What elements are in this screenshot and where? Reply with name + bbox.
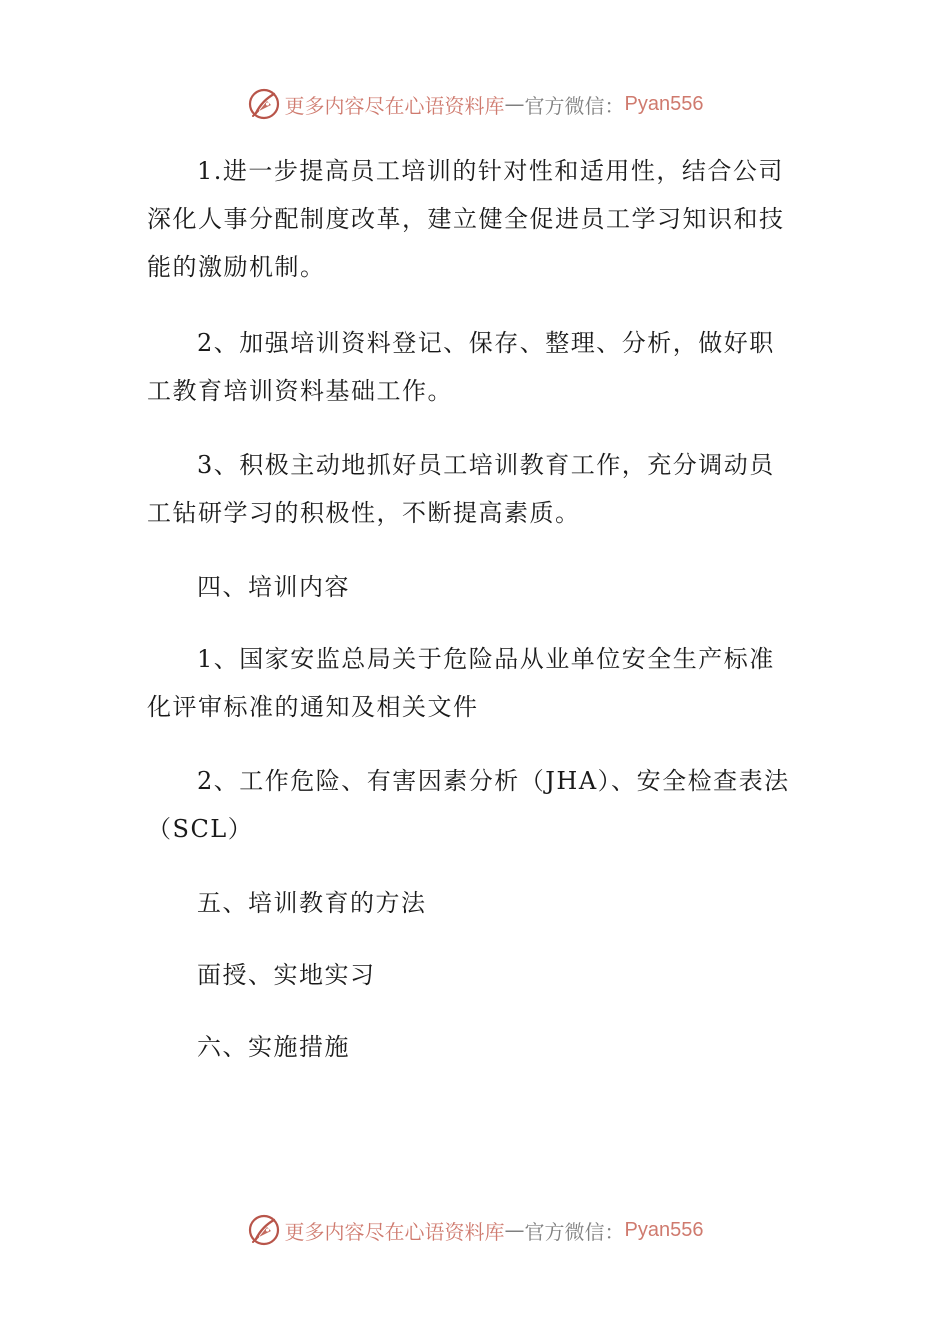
paragraph-methods: 面授、实地实习 <box>197 961 376 989</box>
wechat-id: Pyan556 <box>624 1218 704 1241</box>
paragraph-objective-1: 1.进一步提高员工培训的针对性和适用性，结合公司深化人事分配制度改革，建立健全促进员工学习知识和技能的激励机制。 <box>147 157 785 281</box>
brand-text: 更多内容尽在心语资料库 <box>284 1219 505 1244</box>
separator-dash: — <box>504 1218 525 1242</box>
brand-text: 更多内容尽在心语资料库 <box>284 93 505 118</box>
pen-nib-logo-icon <box>247 1213 281 1247</box>
paragraph-objective-3: 3、积极主动地抓好员工培训教育工作，充分调动员工钻研学习的积极性，不断提高素质。 <box>147 451 775 527</box>
official-wechat-label: 官方微信： <box>524 93 625 118</box>
section-heading-implementation: 六、实施措施 <box>197 1033 350 1061</box>
separator-dash: — <box>504 92 525 116</box>
section-heading-training-content: 四、培训内容 <box>197 573 350 601</box>
header-banner <box>0 84 950 124</box>
pen-nib-logo-icon <box>247 87 281 121</box>
paragraph-objective-2: 2、加强培训资料登记、保存、整理、分析，做好职工教育培训资料基础工作。 <box>147 329 775 405</box>
paragraph-content-1: 1、国家安监总局关于危险品从业单位安全生产标准化评审标准的通知及相关文件 <box>147 645 775 721</box>
paragraph-content-2: 2、工作危险、有害因素分析（JHA）、安全检查表法（SCL） <box>147 767 790 843</box>
official-wechat-label: 官方微信： <box>524 1219 625 1244</box>
footer-banner <box>0 1210 950 1250</box>
wechat-id: Pyan556 <box>624 92 704 115</box>
section-heading-training-methods: 五、培训教育的方法 <box>197 889 427 917</box>
